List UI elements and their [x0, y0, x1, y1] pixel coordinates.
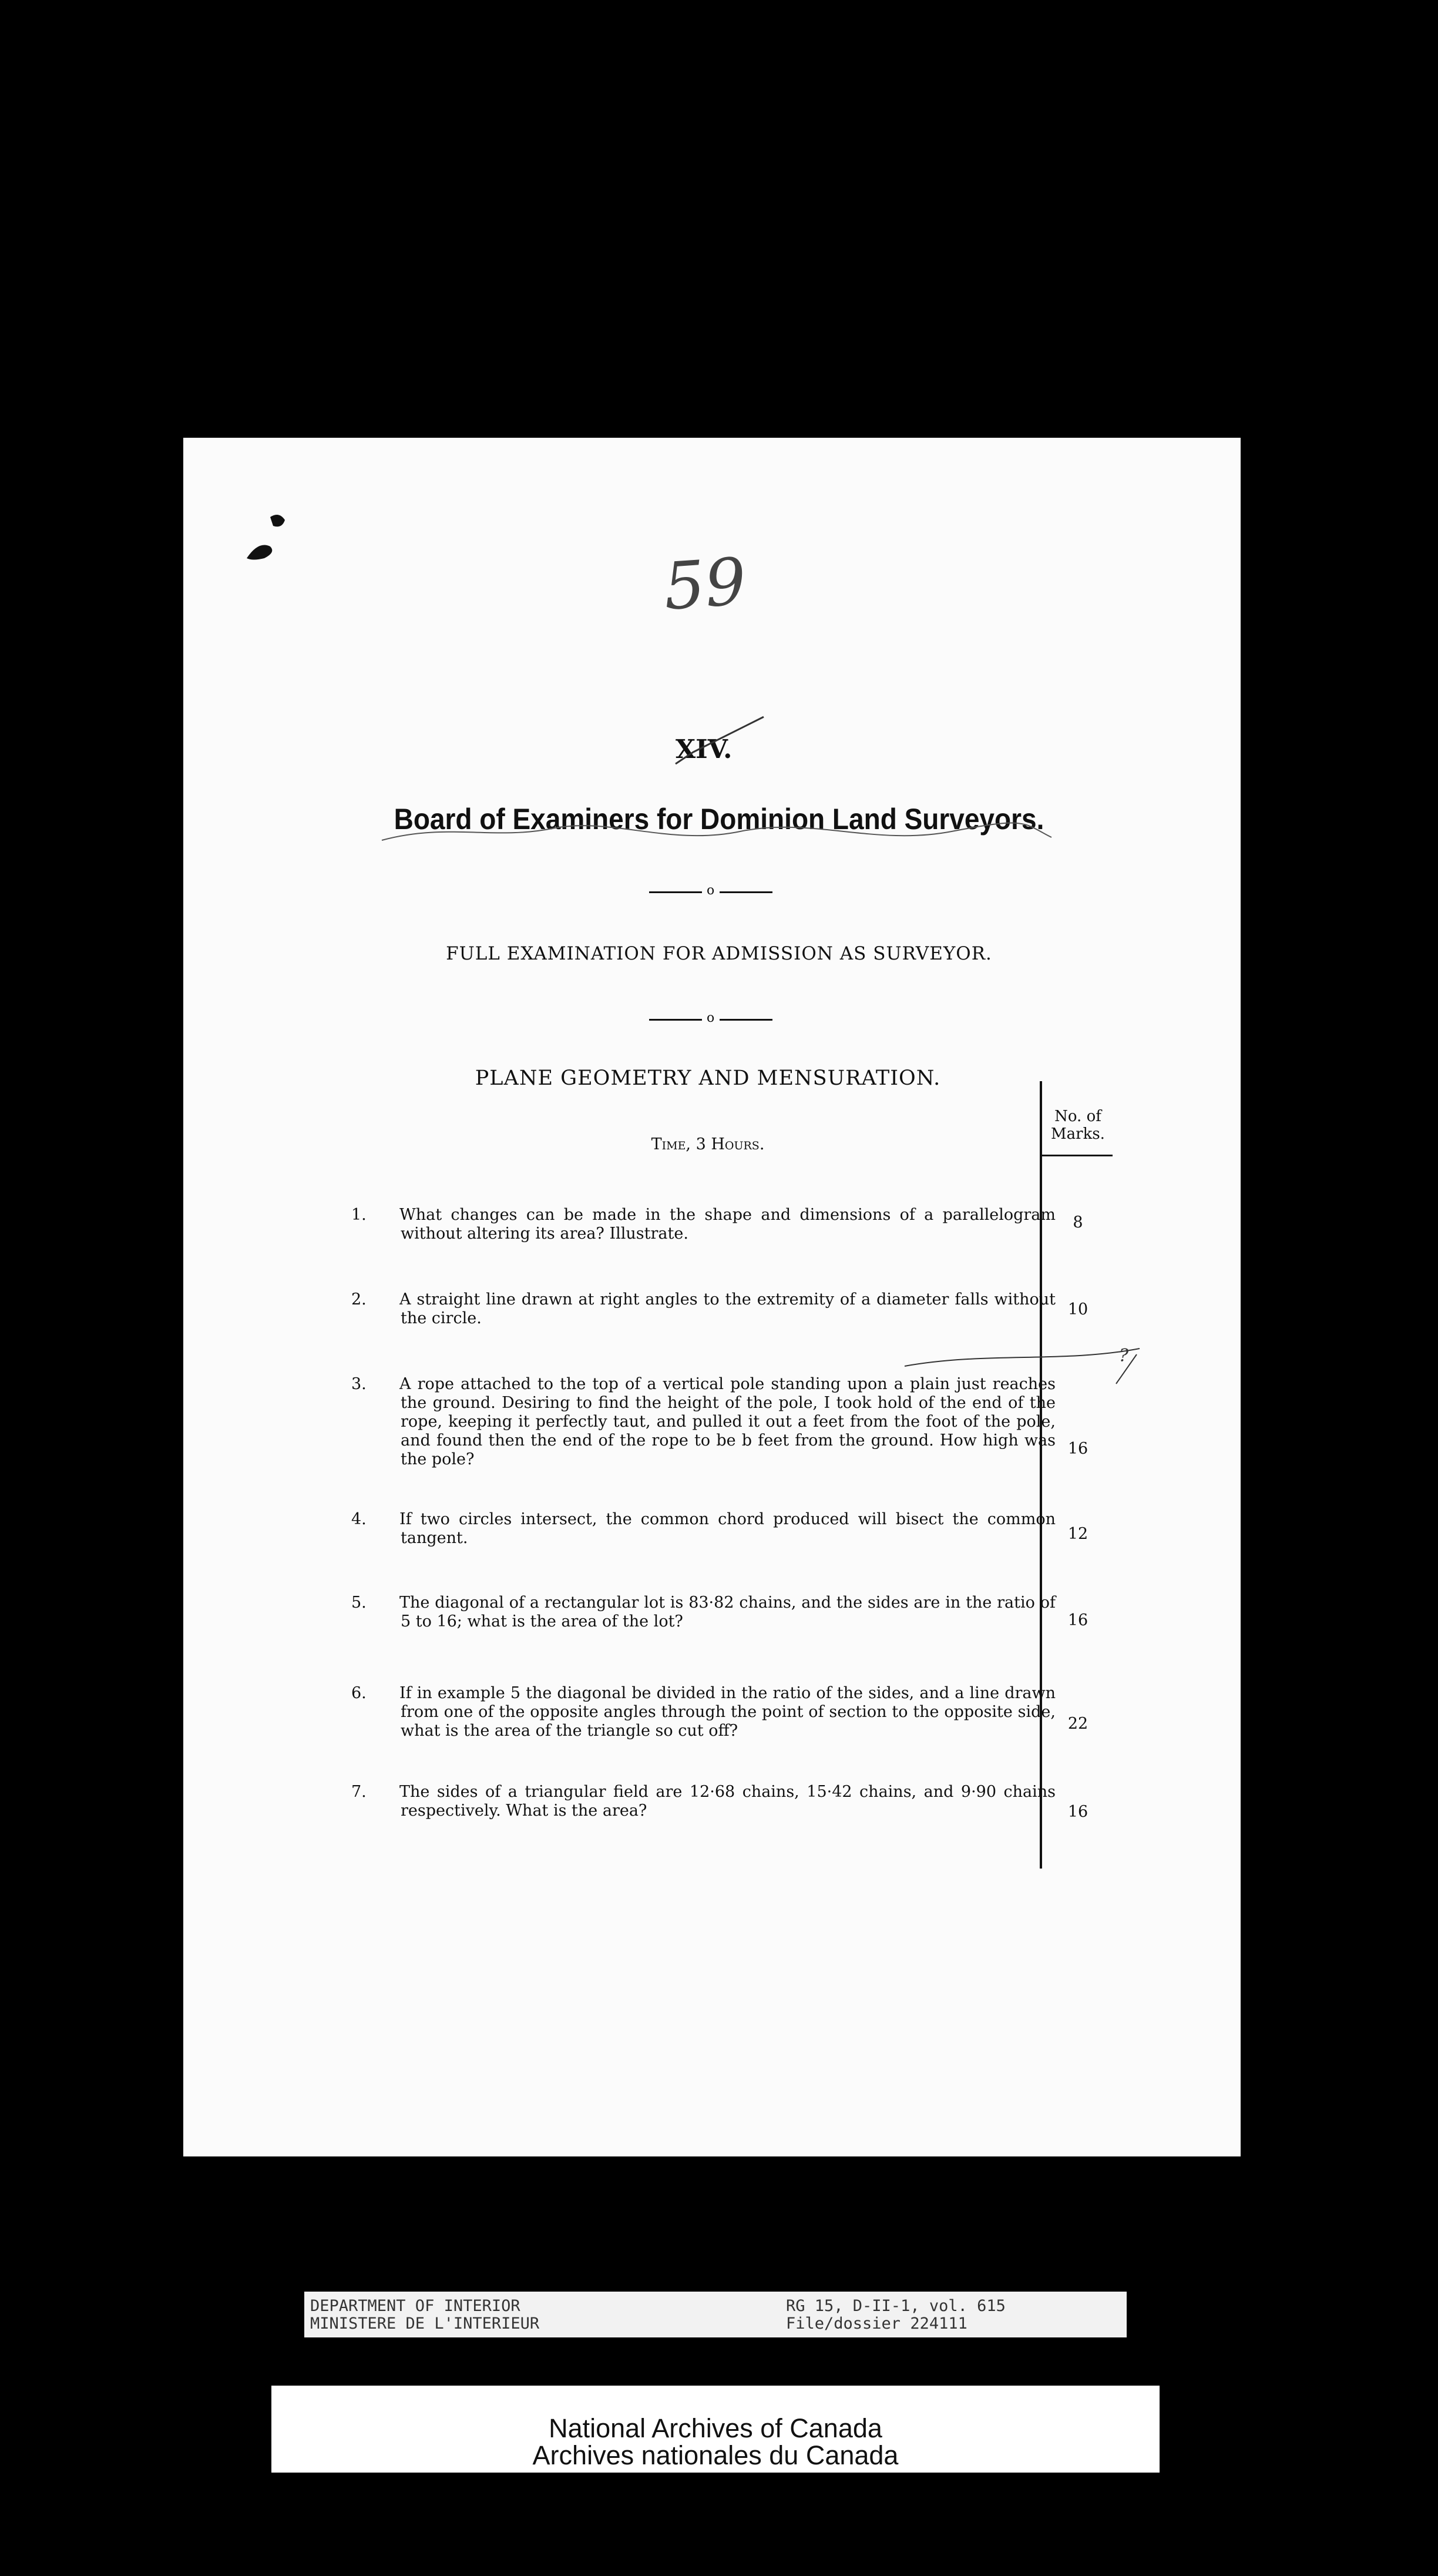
board-title: Board of Examiners for Dominion Land Surveyors. [394, 803, 1044, 836]
marks-header-rule [1041, 1155, 1113, 1156]
question-5 [351, 1594, 1056, 1631]
question-number: 3. [351, 1375, 367, 1393]
question-marks: 16 [1067, 1803, 1088, 1821]
marks-column-header: No. of Marks. [1051, 1108, 1105, 1143]
question-text: If in example 5 the diagonal be divided in the ratio of the sides, and a line drawn from one of the opposite angles through the point of section to the opposite side, what is the area of the triangle so cut off? [399, 1684, 1056, 1740]
question-marks: 12 [1067, 1525, 1088, 1543]
question-number: 7. [351, 1783, 367, 1801]
question-marks: 22 [1067, 1715, 1088, 1733]
pencil-underline [376, 805, 1057, 852]
ink-blot [235, 505, 300, 570]
question-text: A straight line drawn at right angles to the extremity of a diameter falls without the circle. [399, 1290, 1056, 1327]
question-1 [351, 1206, 1056, 1243]
question-number: 6. [351, 1684, 367, 1702]
question-2 [351, 1290, 1056, 1328]
question-marks: 16 [1067, 1611, 1088, 1629]
question-text: A rope attached to the top of a vertical pole standing upon a plain just reaches the ground. Desiring to find the height of the pole, I took hold of the end of the rope, keeping it perfectly taut, and pulled it out a feet from the foot of the pole, and found then the end of the rope to be b feet from the ground. How high was the pole? [399, 1375, 1056, 1468]
rule-divider: o [649, 878, 772, 908]
ref: RG 15, D-II-1, vol. 615 [786, 2297, 1006, 2315]
question-text: What changes can be made in the shape and dimensions of a parallelogram without altering its area? Illustrate. [399, 1206, 1056, 1243]
exam-title: FULL EXAMINATION FOR ADMISSION AS SURVEYOR. [446, 943, 992, 964]
archive-en: National Archives of Canada [549, 2413, 882, 2443]
pencil-question-mark: ? [1119, 1346, 1129, 1366]
question-marks: 16 [1067, 1440, 1088, 1458]
section-number: XIV. [676, 734, 733, 764]
time-allowed: Time, 3 Hours. [651, 1135, 765, 1153]
question-text: The diagonal of a rectangular lot is 83·82 chains, and the sides are in the ratio of 5 to 16; what is the area of the lot? [399, 1594, 1056, 1631]
strike-check-mark [670, 711, 775, 776]
question-number: 4. [351, 1510, 367, 1528]
question-number: 1. [351, 1206, 367, 1224]
question-marks: 10 [1067, 1300, 1088, 1319]
file: File/dossier 224111 [786, 2315, 967, 2333]
dept-fr: MINISTERE DE L'INTERIEUR [310, 2315, 540, 2333]
dept-en: DEPARTMENT OF INTERIOR [310, 2297, 520, 2315]
question-text: The sides of a triangular field are 12·68 chains, 15·42 chains, and 9·90 chains respectively. What is the area? [399, 1783, 1056, 1820]
question-text: If two circles intersect, the common chord produced will bisect the common tangent. [399, 1510, 1056, 1547]
rule-divider: o [649, 1006, 772, 1035]
marks-column-rule [1040, 1081, 1042, 1869]
folio-number: 59 [661, 544, 749, 625]
question-7 [351, 1783, 1056, 1820]
question-number: 5. [351, 1594, 367, 1612]
question-marks: 8 [1073, 1213, 1083, 1232]
pencil-annotation-line [899, 1340, 1151, 1393]
archive-reference-stamp [304, 2292, 1127, 2337]
question-4 [351, 1510, 1056, 1548]
question-6 [351, 1684, 1056, 1740]
archive-fr: Archives nationales du Canada [532, 2440, 899, 2470]
archive-credit [271, 2386, 1160, 2473]
question-number: 2. [351, 1290, 367, 1309]
subject-title: PLANE GEOMETRY AND MENSURATION. [475, 1066, 941, 1090]
